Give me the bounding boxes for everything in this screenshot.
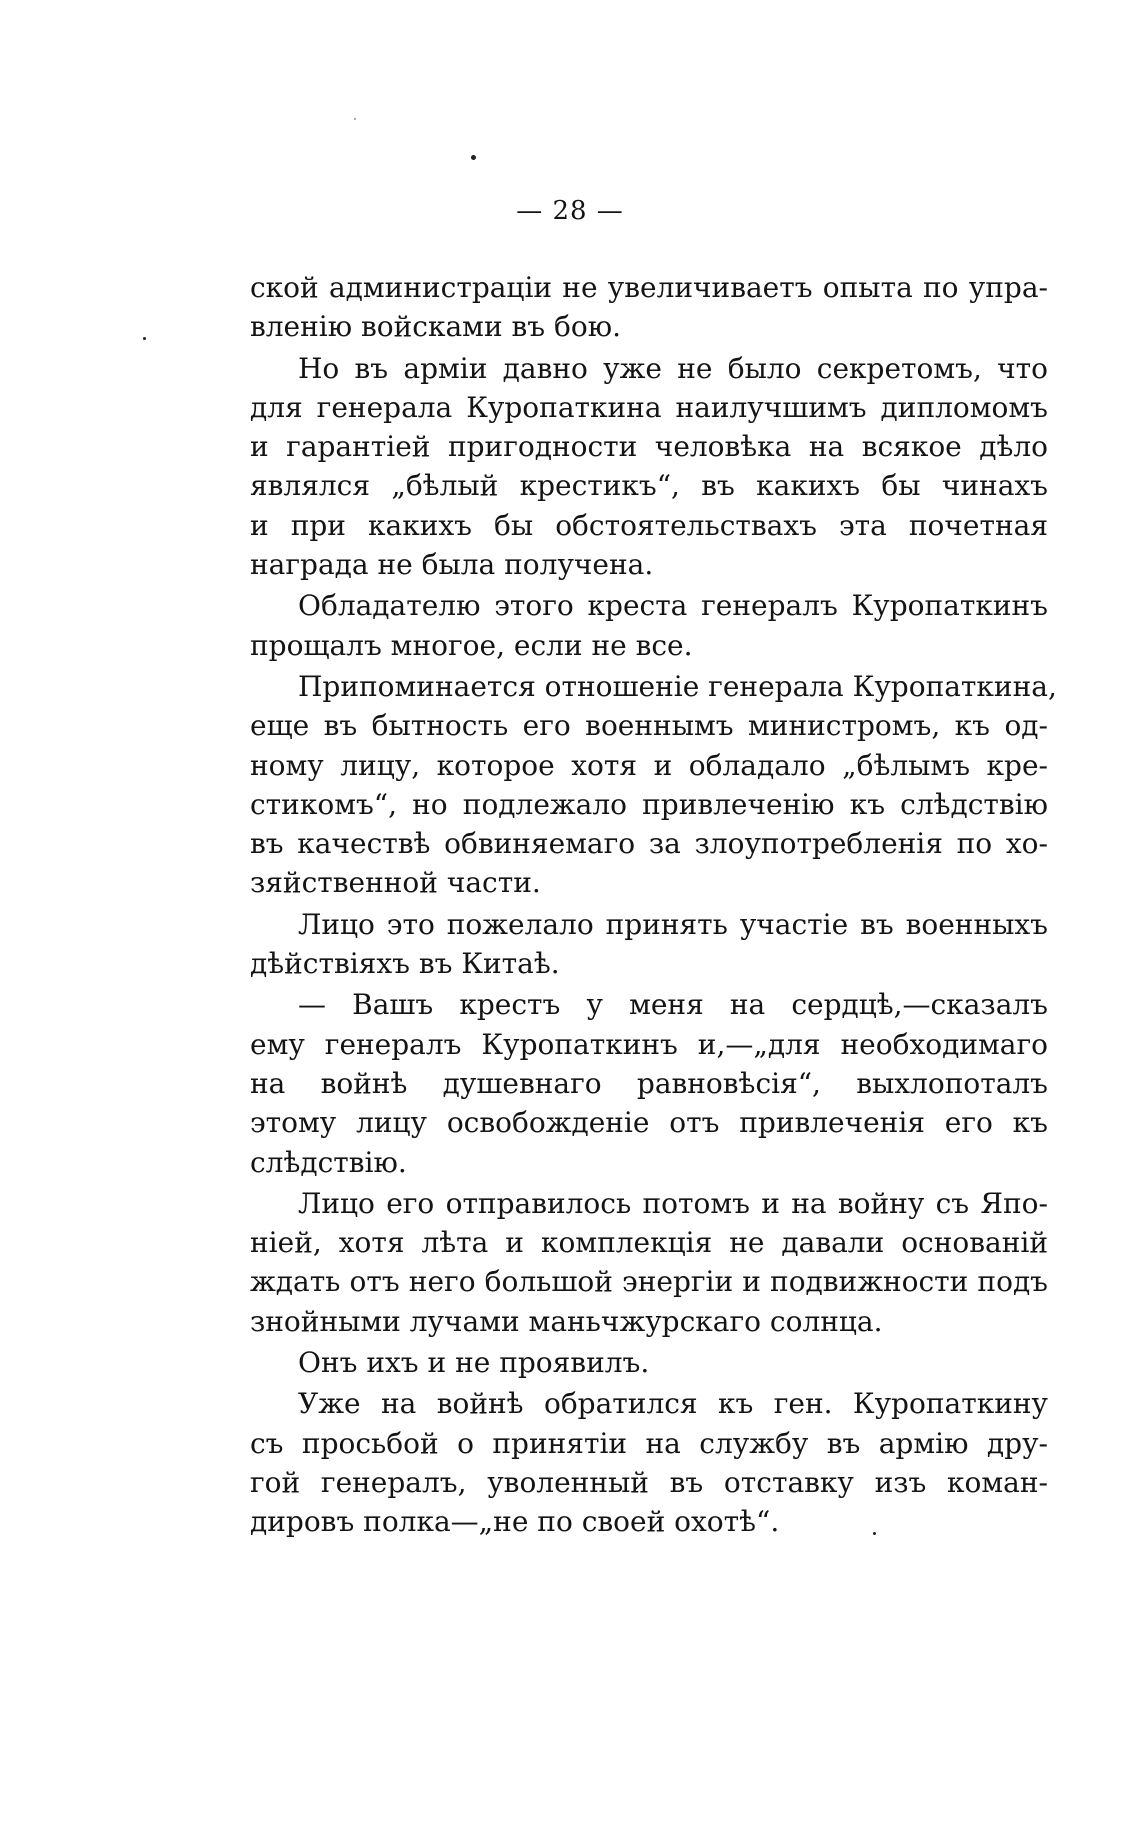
scan-speck (471, 155, 476, 160)
text-line: Обладателю этого креста генералъ Куропаткинъ (298, 589, 1048, 623)
text-line: гой генералъ, уволенный въ отставку изъ коман- (250, 1465, 1048, 1499)
body-text (250, 268, 1057, 1544)
text-line: являлся „бѣлый крестикъ“, въ какихъ бы чинахъ (250, 469, 1048, 503)
text-line: дировъ полка—„не по своей охотѣ“. (250, 1505, 780, 1539)
scan-speck (354, 118, 356, 120)
text-line: награда не была получена. (250, 548, 654, 582)
text-line: ской администраціи не увеличиваетъ опыта по упра- (250, 271, 1048, 304)
text-line: Онъ ихъ и не проявилъ. (298, 1346, 650, 1380)
paragraph (250, 905, 1048, 984)
paragraph (250, 1384, 1048, 1541)
paragraph (250, 1184, 1048, 1341)
text-line: ному лицу, которое хотя и обладало „бѣлымъ кре- (250, 748, 1048, 782)
text-line: съ просьбой о принятіи на службу въ армію дру- (250, 1426, 1048, 1460)
text-line: Припоминается отношеніе генерала Куропаткина, (298, 669, 1057, 703)
text-line: на войнѣ душевнаго равновѣсія“, выхлопоталъ (250, 1066, 1048, 1100)
text-line: и гарантіей пригодности человѣка на всякое дѣло (250, 430, 1048, 464)
paragraph (250, 985, 1048, 1181)
text-line: слѣдствію. (250, 1145, 407, 1179)
text-line: и при какихъ бы обстоятельствахъ эта почетная (250, 508, 1048, 542)
text-line: ему генералъ Куропаткинъ и,—„для необходимаго (250, 1027, 1048, 1061)
paragraph (250, 268, 1048, 347)
text-line: знойными лучами маньчжурскаго солнца. (250, 1304, 883, 1338)
text-line: зяйственной части. (250, 866, 541, 900)
paragraph (250, 586, 1048, 665)
text-line: вленію войсками въ бою. (250, 310, 621, 344)
text-line: въ качествѣ обвиняемаго за злоупотребленія по хо- (250, 827, 1048, 861)
text-line: — Вашъ крестъ у меня на сердцѣ,—сказалъ (298, 988, 1048, 1022)
text-line: этому лицу освобожденіе отъ привлеченія его къ (250, 1106, 1048, 1140)
paragraph (250, 349, 1048, 585)
scan-speck (143, 337, 146, 340)
paragraph (250, 1343, 1048, 1382)
text-line: стикомъ“, но подлежало привлеченію къ слѣдствію (250, 787, 1048, 821)
text-line: Но въ арміи давно уже не было секретомъ, что (298, 351, 1048, 385)
text-line: прощалъ многое, если не все. (250, 628, 693, 662)
text-line: ніей, хотя лѣта и комплекція не давали основаній (250, 1226, 1048, 1260)
page-number: — 28 — (516, 196, 624, 226)
text-line: дѣйствіяхъ въ Китаѣ. (250, 947, 560, 981)
text-line: еще въ бытность его военнымъ министромъ, къ од- (250, 709, 1048, 743)
text-line: Уже на войнѣ обратился къ ген. Куропаткину (298, 1387, 1048, 1421)
text-line: для генерала Куропаткина наилучшимъ дипломомъ (250, 390, 1048, 424)
paragraph (250, 667, 1057, 903)
text-line: Лицо это пожелало принять участіе въ военныхъ (298, 907, 1048, 941)
text-line: Лицо его отправилось потомъ и на войну съ Япо- (298, 1186, 1048, 1220)
text-line: ждать отъ него большой энергіи и подвижности подъ (250, 1265, 1048, 1299)
